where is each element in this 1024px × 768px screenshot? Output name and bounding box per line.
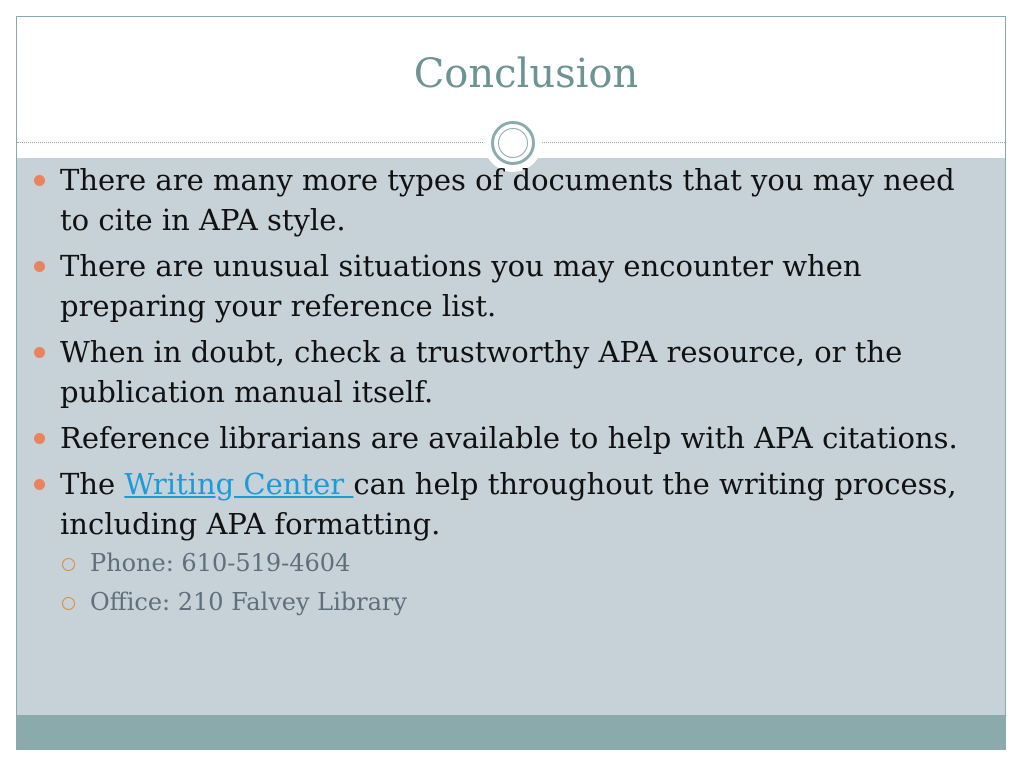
bullet-text: Reference librarians are available to help with APA citations. — [60, 421, 958, 455]
list-item-writing-center — [31, 464, 971, 622]
writing-center-link[interactable]: Writing Center — [124, 467, 354, 501]
list-item — [31, 418, 971, 458]
sub-list-item-phone — [60, 544, 971, 583]
sub-list-item-office — [60, 583, 971, 622]
slide-title: Conclusion — [413, 51, 639, 97]
bullet-text: There are unusual situations you may encounter when preparing your reference list. — [60, 249, 862, 323]
sub-item-text: Phone: 610-519-4604 — [90, 549, 351, 577]
bullet-text: When in doubt, check a trustworthy APA resource, or the publication manual itself. — [60, 335, 903, 409]
ornament-ring — [491, 121, 535, 165]
bullet-dot-icon — [34, 261, 45, 272]
sub-bullet-list — [60, 544, 971, 622]
ring-bullet-icon — [62, 558, 75, 571]
bullet-dot-icon — [34, 433, 45, 444]
bullet-dot-icon — [34, 347, 45, 358]
bottom-band — [17, 715, 1005, 749]
sub-item-text: Office: 210 Falvey Library — [90, 588, 407, 616]
bullet-dot-icon — [34, 479, 45, 490]
list-item — [31, 246, 971, 326]
list-item — [31, 332, 971, 412]
bullet-text-prefix: The — [60, 467, 125, 501]
bullet-text: There are many more types of documents that you may need to cite in APA style. — [60, 163, 955, 237]
bullet-list — [31, 160, 971, 628]
list-item — [31, 160, 971, 240]
ornament-inner-ring — [498, 128, 528, 158]
bullet-text-suffix: can help throughout the writing process, including APA formatting. — [60, 467, 957, 541]
bullet-dot-icon — [34, 175, 45, 186]
ring-bullet-icon — [62, 597, 75, 610]
